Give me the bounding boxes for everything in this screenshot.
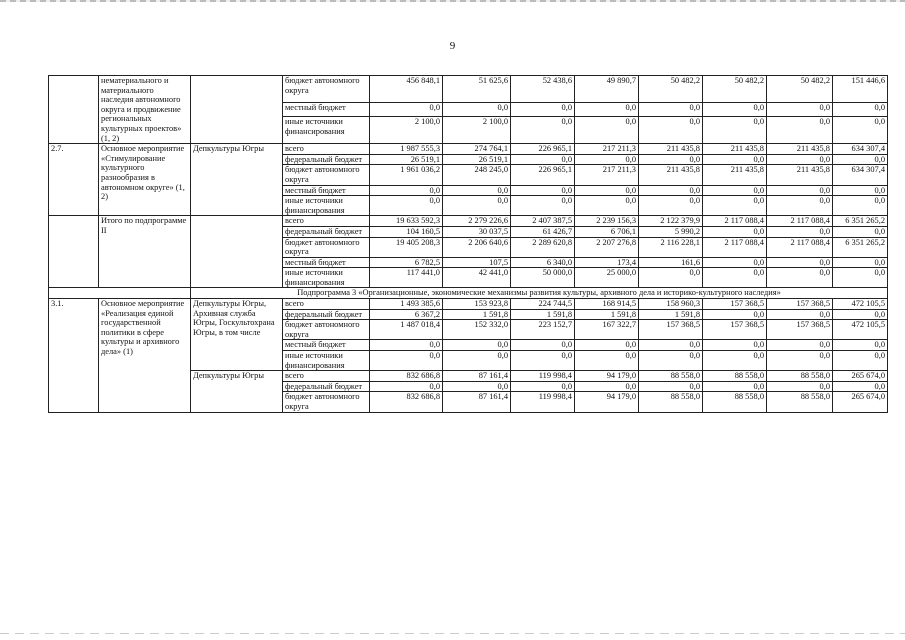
value-cell: 0,0 xyxy=(833,226,888,237)
value-cell: 49 890,7 xyxy=(575,76,639,103)
value-cell: 157 368,5 xyxy=(703,320,767,340)
value-cell: 157 368,5 xyxy=(767,320,833,340)
value-cell: 456 848,1 xyxy=(370,76,443,103)
value-cell: 6 351 265,2 xyxy=(833,216,888,227)
row-index-cell: 3.1. xyxy=(49,299,99,413)
value-cell: 217 211,3 xyxy=(575,165,639,185)
funding-source-cell: бюджет автономного округа xyxy=(283,320,370,340)
value-cell: 42 441,0 xyxy=(443,268,511,288)
section-header-row xyxy=(49,288,888,299)
value-cell: 472 105,5 xyxy=(833,299,888,310)
value-cell: 0,0 xyxy=(511,102,575,116)
value-cell: 2 100,0 xyxy=(370,117,443,144)
value-cell: 2 407 387,5 xyxy=(511,216,575,227)
value-cell: 0,0 xyxy=(833,257,888,268)
value-cell: 6 367,2 xyxy=(370,309,443,320)
executor-cell: Депкультуры Югры, Архивная служба Югры, Госкультохрана Югры, в том числе xyxy=(191,299,283,371)
scan-edge-bottom xyxy=(0,633,905,634)
value-cell: 104 160,5 xyxy=(370,226,443,237)
measure-name-cell: Основное мероприятие «Стимулирование культурного разнообразия в автономном округе» (1, 2) xyxy=(99,144,191,216)
value-cell: 50 482,2 xyxy=(767,76,833,103)
value-cell: 0,0 xyxy=(833,185,888,196)
value-cell: 0,0 xyxy=(575,351,639,371)
value-cell: 0,0 xyxy=(370,351,443,371)
value-cell: 0,0 xyxy=(370,381,443,392)
value-cell: 88 558,0 xyxy=(767,392,833,412)
funding-source-cell: бюджет автономного округа xyxy=(283,165,370,185)
value-cell: 224 744,5 xyxy=(511,299,575,310)
value-cell: 0,0 xyxy=(639,196,703,216)
funding-source-cell: иные источники финансирования xyxy=(283,196,370,216)
value-cell: 0,0 xyxy=(833,351,888,371)
value-cell: 0,0 xyxy=(639,351,703,371)
row-index-cell xyxy=(49,216,99,288)
value-cell: 265 674,0 xyxy=(833,392,888,412)
value-cell: 0,0 xyxy=(767,117,833,144)
value-cell: 1 987 555,3 xyxy=(370,144,443,155)
value-cell: 0,0 xyxy=(511,154,575,165)
value-cell: 152 332,0 xyxy=(443,320,511,340)
value-cell: 832 686,8 xyxy=(370,371,443,382)
value-cell: 0,0 xyxy=(575,102,639,116)
funding-source-cell: местный бюджет xyxy=(283,340,370,351)
value-cell: 2 100,0 xyxy=(443,117,511,144)
value-cell: 50 000,0 xyxy=(511,268,575,288)
value-cell: 153 923,8 xyxy=(443,299,511,310)
value-cell: 0,0 xyxy=(639,154,703,165)
page-number: 9 xyxy=(449,40,456,52)
value-cell: 19 633 592,3 xyxy=(370,216,443,227)
value-cell: 94 179,0 xyxy=(575,371,639,382)
value-cell: 0,0 xyxy=(370,340,443,351)
value-cell: 0,0 xyxy=(575,381,639,392)
value-cell: 50 482,2 xyxy=(639,76,703,103)
value-cell: 2 117 088,4 xyxy=(703,237,767,257)
value-cell: 0,0 xyxy=(639,117,703,144)
value-cell: 87 161,4 xyxy=(443,371,511,382)
value-cell: 211 435,8 xyxy=(767,165,833,185)
value-cell: 226 965,1 xyxy=(511,144,575,155)
value-cell: 0,0 xyxy=(703,185,767,196)
value-cell: 2 289 620,8 xyxy=(511,237,575,257)
value-cell: 226 965,1 xyxy=(511,165,575,185)
value-cell: 0,0 xyxy=(639,340,703,351)
value-cell: 6 351 265,2 xyxy=(833,237,888,257)
value-cell: 0,0 xyxy=(639,185,703,196)
value-cell: 0,0 xyxy=(767,196,833,216)
value-cell: 217 211,3 xyxy=(575,144,639,155)
value-cell: 0,0 xyxy=(833,340,888,351)
row-index-cell xyxy=(49,76,99,144)
value-cell: 88 558,0 xyxy=(703,392,767,412)
row-index-cell: 2.7. xyxy=(49,144,99,216)
value-cell: 211 435,8 xyxy=(639,165,703,185)
value-cell: 0,0 xyxy=(370,102,443,116)
value-cell: 0,0 xyxy=(767,309,833,320)
value-cell: 0,0 xyxy=(511,340,575,351)
executor-cell xyxy=(191,216,283,288)
value-cell: 0,0 xyxy=(370,196,443,216)
value-cell: 107,5 xyxy=(443,257,511,268)
value-cell: 1 591,8 xyxy=(639,309,703,320)
funding-source-cell: местный бюджет xyxy=(283,257,370,268)
funding-source-cell: иные источники финансирования xyxy=(283,351,370,371)
funding-source-cell: местный бюджет xyxy=(283,102,370,116)
value-cell: 0,0 xyxy=(767,268,833,288)
value-cell: 1 487 018,4 xyxy=(370,320,443,340)
value-cell: 0,0 xyxy=(703,117,767,144)
value-cell: 161,6 xyxy=(639,257,703,268)
value-cell: 0,0 xyxy=(511,381,575,392)
measure-name-cell: Итого по подпрограмме II xyxy=(99,216,191,288)
value-cell: 0,0 xyxy=(703,309,767,320)
value-cell: 6 706,1 xyxy=(575,226,639,237)
value-cell: 0,0 xyxy=(767,381,833,392)
value-cell: 0,0 xyxy=(703,154,767,165)
value-cell: 6 340,0 xyxy=(511,257,575,268)
value-cell: 0,0 xyxy=(511,117,575,144)
value-cell: 0,0 xyxy=(703,381,767,392)
value-cell: 0,0 xyxy=(511,196,575,216)
value-cell: 211 435,8 xyxy=(703,165,767,185)
value-cell: 2 279 226,6 xyxy=(443,216,511,227)
value-cell: 2 122 379,9 xyxy=(639,216,703,227)
table-row xyxy=(49,144,888,155)
value-cell: 157 368,5 xyxy=(767,299,833,310)
budget-table-sheet xyxy=(48,75,887,413)
value-cell: 2 117 088,4 xyxy=(703,216,767,227)
value-cell: 832 686,8 xyxy=(370,392,443,412)
value-cell: 0,0 xyxy=(575,196,639,216)
value-cell: 87 161,4 xyxy=(443,392,511,412)
value-cell: 2 207 276,8 xyxy=(575,237,639,257)
value-cell: 19 405 208,3 xyxy=(370,237,443,257)
section-blank-cell xyxy=(49,288,191,299)
value-cell: 2 117 088,4 xyxy=(767,237,833,257)
value-cell: 0,0 xyxy=(767,340,833,351)
value-cell: 0,0 xyxy=(443,102,511,116)
value-cell: 26 519,1 xyxy=(443,154,511,165)
value-cell: 117 441,0 xyxy=(370,268,443,288)
value-cell: 0,0 xyxy=(703,340,767,351)
value-cell: 119 998,4 xyxy=(511,371,575,382)
value-cell: 26 519,1 xyxy=(370,154,443,165)
table-row xyxy=(49,76,888,103)
value-cell: 0,0 xyxy=(703,351,767,371)
value-cell: 88 558,0 xyxy=(767,371,833,382)
value-cell: 248 245,0 xyxy=(443,165,511,185)
funding-source-cell: федеральный бюджет xyxy=(283,381,370,392)
funding-source-cell: всего xyxy=(283,144,370,155)
value-cell: 0,0 xyxy=(575,185,639,196)
value-cell: 1 591,8 xyxy=(575,309,639,320)
value-cell: 0,0 xyxy=(575,154,639,165)
section-title-cell: Подпрограмма 3 «Организационные, экономические механизмы развития культуры, архивного дела и историко-культурного наследия» xyxy=(191,288,888,299)
value-cell: 0,0 xyxy=(767,351,833,371)
value-cell: 0,0 xyxy=(833,102,888,116)
value-cell: 0,0 xyxy=(639,268,703,288)
table-row xyxy=(49,299,888,310)
value-cell: 211 435,8 xyxy=(767,144,833,155)
funding-source-cell: бюджет автономного округа xyxy=(283,76,370,103)
value-cell: 0,0 xyxy=(443,185,511,196)
executor-cell: Депкультуры Югры xyxy=(191,144,283,216)
value-cell: 0,0 xyxy=(767,257,833,268)
funding-source-cell: всего xyxy=(283,371,370,382)
value-cell: 0,0 xyxy=(370,185,443,196)
funding-source-cell: федеральный бюджет xyxy=(283,154,370,165)
value-cell: 0,0 xyxy=(443,351,511,371)
budget-table xyxy=(48,75,888,413)
value-cell: 634 307,4 xyxy=(833,144,888,155)
funding-source-cell: федеральный бюджет xyxy=(283,309,370,320)
value-cell: 0,0 xyxy=(833,117,888,144)
funding-source-cell: бюджет автономного округа xyxy=(283,392,370,412)
value-cell: 1 591,8 xyxy=(443,309,511,320)
value-cell: 0,0 xyxy=(443,196,511,216)
value-cell: 2 117 088,4 xyxy=(767,216,833,227)
funding-source-cell: всего xyxy=(283,299,370,310)
value-cell: 6 782,5 xyxy=(370,257,443,268)
value-cell: 0,0 xyxy=(833,196,888,216)
value-cell: 88 558,0 xyxy=(703,371,767,382)
value-cell: 30 037,5 xyxy=(443,226,511,237)
value-cell: 0,0 xyxy=(443,340,511,351)
value-cell: 0,0 xyxy=(703,257,767,268)
funding-source-cell: бюджет автономного округа xyxy=(283,237,370,257)
value-cell: 0,0 xyxy=(703,226,767,237)
executor-cell: Депкультуры Югры xyxy=(191,371,283,412)
executor-cell xyxy=(191,76,283,144)
value-cell: 2 116 228,1 xyxy=(639,237,703,257)
value-cell: 0,0 xyxy=(833,381,888,392)
value-cell: 119 998,4 xyxy=(511,392,575,412)
value-cell: 51 625,6 xyxy=(443,76,511,103)
value-cell: 0,0 xyxy=(511,351,575,371)
value-cell: 1 493 385,6 xyxy=(370,299,443,310)
value-cell: 1 961 036,2 xyxy=(370,165,443,185)
value-cell: 1 591,8 xyxy=(511,309,575,320)
value-cell: 0,0 xyxy=(511,185,575,196)
value-cell: 0,0 xyxy=(767,154,833,165)
value-cell: 88 558,0 xyxy=(639,371,703,382)
value-cell: 0,0 xyxy=(575,340,639,351)
value-cell: 157 368,5 xyxy=(703,299,767,310)
value-cell: 223 152,7 xyxy=(511,320,575,340)
funding-source-cell: иные источники финансирования xyxy=(283,117,370,144)
value-cell: 158 960,3 xyxy=(639,299,703,310)
value-cell: 0,0 xyxy=(767,102,833,116)
value-cell: 0,0 xyxy=(703,102,767,116)
value-cell: 274 764,1 xyxy=(443,144,511,155)
value-cell: 173,4 xyxy=(575,257,639,268)
value-cell: 0,0 xyxy=(767,185,833,196)
table-row xyxy=(49,216,888,227)
value-cell: 5 990,2 xyxy=(639,226,703,237)
value-cell: 0,0 xyxy=(767,226,833,237)
value-cell: 168 914,5 xyxy=(575,299,639,310)
scan-edge-top xyxy=(0,0,905,2)
funding-source-cell: всего xyxy=(283,216,370,227)
value-cell: 0,0 xyxy=(833,268,888,288)
value-cell: 472 105,5 xyxy=(833,320,888,340)
value-cell: 94 179,0 xyxy=(575,392,639,412)
value-cell: 157 368,5 xyxy=(639,320,703,340)
value-cell: 211 435,8 xyxy=(703,144,767,155)
value-cell: 0,0 xyxy=(639,102,703,116)
value-cell: 0,0 xyxy=(639,381,703,392)
measure-name-cell: Основное мероприятие «Реализация единой государственной политики в сфере культуры и архивного дела» (1) xyxy=(99,299,191,413)
value-cell: 2 206 640,6 xyxy=(443,237,511,257)
value-cell: 50 482,2 xyxy=(703,76,767,103)
value-cell: 88 558,0 xyxy=(639,392,703,412)
value-cell: 0,0 xyxy=(703,196,767,216)
value-cell: 0,0 xyxy=(703,268,767,288)
value-cell: 25 000,0 xyxy=(575,268,639,288)
value-cell: 167 322,7 xyxy=(575,320,639,340)
funding-source-cell: федеральный бюджет xyxy=(283,226,370,237)
funding-source-cell: иные источники финансирования xyxy=(283,268,370,288)
value-cell: 0,0 xyxy=(833,309,888,320)
value-cell: 211 435,8 xyxy=(639,144,703,155)
value-cell: 0,0 xyxy=(575,117,639,144)
value-cell: 265 674,0 xyxy=(833,371,888,382)
measure-name-cell: нематериального и материального наследия автономного округа и продвижение региональных культурных проектов» (1, 2) xyxy=(99,76,191,144)
value-cell: 634 307,4 xyxy=(833,165,888,185)
value-cell: 2 239 156,3 xyxy=(575,216,639,227)
value-cell: 52 438,6 xyxy=(511,76,575,103)
funding-source-cell: местный бюджет xyxy=(283,185,370,196)
value-cell: 0,0 xyxy=(833,154,888,165)
value-cell: 0,0 xyxy=(443,381,511,392)
value-cell: 61 426,7 xyxy=(511,226,575,237)
value-cell: 151 446,6 xyxy=(833,76,888,103)
